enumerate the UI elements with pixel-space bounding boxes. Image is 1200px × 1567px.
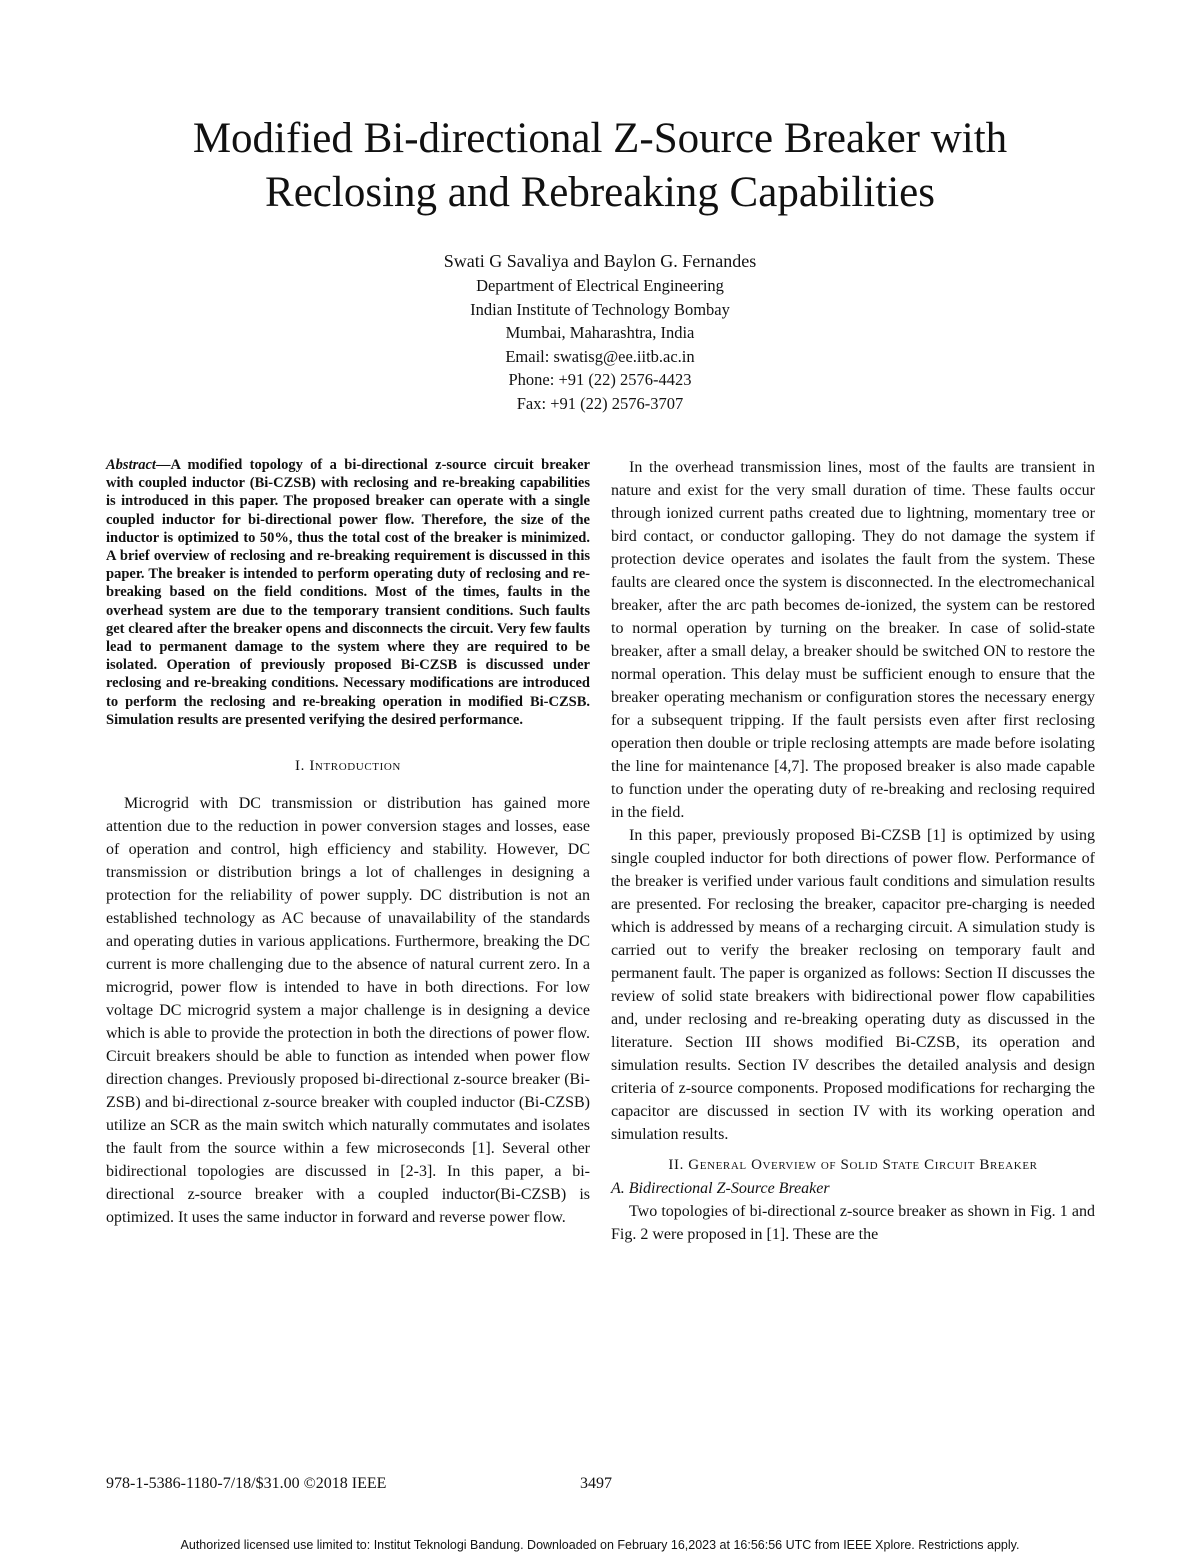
section-heading-overview: II. General Overview of Solid State Circuit Breaker	[668, 1157, 1038, 1173]
affiliation-institute: Indian Institute of Technology Bombay	[470, 299, 730, 319]
affiliation-email: Email: swatisg@ee.iitb.ac.in	[505, 346, 695, 366]
isbn-copyright: 978-1-5386-1180-7/18/$31.00 ©2018 IEEE	[106, 1475, 387, 1492]
affiliation-location: Mumbai, Maharashtra, India	[505, 323, 695, 342]
intro-paragraph-3: In this paper, previously proposed Bi-CZSB [1] is optimized by using single coupled inductor for both directions of power flow. Performance of the breaker is verified under various fault conditions and simulation results are presented. For reclosing the breaker, capacitor pre-charging is needed which is addressed by means of a recharging circuit. A simulation study is carried out to verify the breaker reclosing on temporary fault and permanent fault. The paper is organized as follows: Section II discusses the review of solid state breakers with bidirectional power flow capabilities and, under reclosing and re-breaking operating duty as discussed in the literature. Section III shows modified Bi-CZSB, its operation and simulation results. Section IV describes the detailed analysis and design criteria of z-source components. Proposed modifications for recharging the capacitor are discussed in section IV with its working operation and simulation results.	[611, 827, 1095, 1143]
paper-title	[100, 112, 1100, 220]
abstract-label: Abstract	[106, 457, 156, 473]
intro-paragraph-2: In the overhead transmission lines, most of the faults are transient in nature and exist for the very small duration of time. These faults occur through ionized current paths created due to lightning, momentary tree or bird contact, or conductor galloping. They do not damage the system if protection device operates and isolates the fault from the system. These faults are cleared once the system is disconnected. In the electromechanical breaker, after the arc path becomes de-ionized, the system can be restored to normal operation by turning on the breaker. In case of solid-state breaker, after a small delay, a breaker should be switched ON to restore the normal operation. This delay must be sufficient enough to ensure that the breaker operating mechanism or configuration stores the necessary energy for a subsequent tripping. If the fault persists even after first reclosing operation then double or triple reclosing attempts are made before isolating the line for maintenance [4,7]. The proposed breaker is also made capable to function under the operating duty of re-breaking and reclosing required in the field.	[611, 459, 1095, 821]
affiliation-phone: Phone: +91 (22) 2576-4423	[508, 370, 692, 389]
right-column	[611, 456, 1095, 1246]
abstract-text: —A modified topology of a bi-directional z-source circuit breaker with coupled inductor (Bi-CZSB) with reclosing and re-breaking capabilities is introduced in this paper. The proposed breaker can operate with a single coupled inductor for bi-directional power flow. Therefore, the size of the inductor is optimized to 50%, thus the total cost of the breaker is minimized. A brief overview of reclosing and re-breaking requirement is discussed in this paper. The breaker is intended to perform operating duty of reclosing and re-breaking based on the field conditions. Most of the times, faults in the overhead system are due to the temporary transient conditions. Such faults get cleared after the breaker opens and disconnects the circuit. Very few faults lead to permanent damage to the system where they are required to be isolated. Operation of previously proposed Bi-CZSB is discussed under reclosing and re-breaking conditions. Necessary modifications are introduced to perform the reclosing and re-breaking operation in modified Bi-CZSB. Simulation results are presented verifying the desired performance.	[106, 457, 590, 728]
left-column	[106, 456, 590, 1229]
affiliation-department: Department of Electrical Engineering	[476, 276, 724, 295]
affiliation-fax: Fax: +91 (22) 2576-3707	[516, 393, 684, 413]
section-heading-introduction: I. Introduction	[295, 758, 401, 775]
author-names: Swati G Savaliya and Baylon G. Fernandes	[443, 251, 757, 271]
section2a-paragraph-1: Two topologies of bi-directional z-source breaker as shown in Fig. 1 and Fig. 2 were proposed in [1]. These are the	[611, 1203, 1095, 1243]
subsection-heading-bidirectional: A. Bidirectional Z-Source Breaker	[611, 1180, 830, 1197]
intro-paragraph-1: Microgrid with DC transmission or distribution has gained more attention due to the reduction in power conversion stages and losses, ease of operation and control, high efficiency and stability. However, DC transmission or distribution brings a lot of challenges in designing a protection for the reliability of power supply. DC distribution is not an established technology as AC because of unavailability of the standards and operating duties in various applications. Furthermore, breaking the DC current is more challenging due to the absence of natural current zero. In a microgrid, power flow is intended to have in both directions. For low voltage DC microgrid system a major challenge is in designing a device which is able to provide the protection in both the directions of power flow. Circuit breakers should be able to function as intended when power flow direction changes. Previously proposed bi-directional z-source breaker (Bi-ZSB) and bi-directional z-source breaker with coupled inductor (Bi-CZSB) utilize an SCR as the main switch which naturally commutates and isolates the fault from the source within a few microseconds [1]. Several other bidirectional topologies are discussed in [2-3]. In this paper, a bi-directional z-source breaker with a coupled inductor(Bi-CZSB) is optimized. It uses the same inductor in forward and reverse power flow.	[106, 795, 590, 1227]
affiliation-block	[200, 274, 1000, 415]
abstract	[106, 456, 590, 729]
page-number: 3497	[580, 1475, 612, 1492]
license-notice: Authorized licensed use limited to: Institut Teknologi Bandung. Downloaded on February 16,2023 at 16:56:56 UTC from IEEE Xplore. Restrictions apply.	[180, 1538, 1020, 1552]
title-line-1: Modified Bi-directional Z-Source Breaker with	[192, 115, 1008, 162]
title-line-2: Reclosing and Rebreaking Capabilities	[265, 169, 935, 216]
